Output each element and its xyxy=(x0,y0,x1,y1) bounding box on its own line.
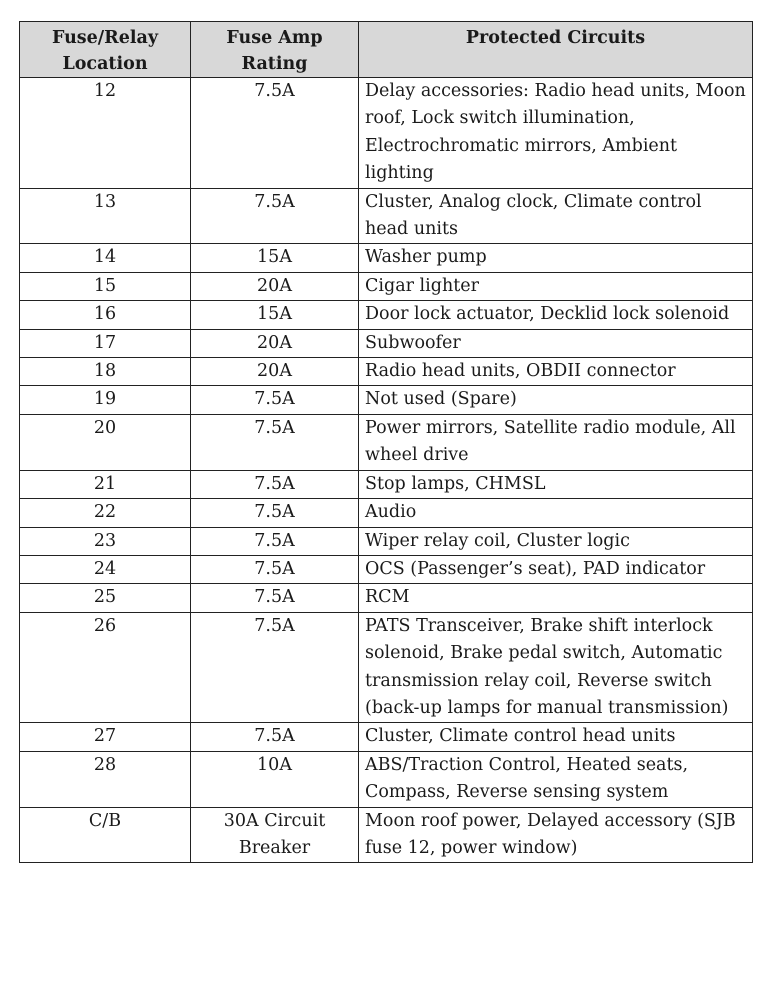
protected-circuits-cell: PATS Transceiver, Brake shift interlock solenoid, Brake pedal switch, Automatic transmission relay coil, Reverse switch (back-up lamps for manual transmission) xyxy=(359,612,753,723)
protected-circuits-cell: Power mirrors, Satellite radio module, All wheel drive xyxy=(359,414,753,470)
amp-rating-cell: 7.5A xyxy=(191,527,359,555)
fuse-location-cell: 27 xyxy=(20,723,191,751)
protected-circuits-cell: RCM xyxy=(359,584,753,612)
header-location xyxy=(20,22,191,78)
table-row xyxy=(20,244,753,272)
table-row xyxy=(20,414,753,470)
table-row xyxy=(20,272,753,300)
fuse-location-cell: 22 xyxy=(20,499,191,527)
table-row xyxy=(20,188,753,244)
fuse-location-cell: 17 xyxy=(20,329,191,357)
table-row xyxy=(20,386,753,414)
fuse-location-cell: 13 xyxy=(20,188,191,244)
amp-rating-cell: 7.5A xyxy=(191,78,359,189)
protected-circuits-cell: Delay accessories: Radio head units, Moon roof, Lock switch illumination, Electrochromatic mirrors, Ambient lighting xyxy=(359,78,753,189)
fuse-location-cell: 14 xyxy=(20,244,191,272)
table-row xyxy=(20,807,753,863)
protected-circuits-cell: OCS (Passenger’s seat), PAD indicator xyxy=(359,555,753,583)
amp-rating-cell: 7.5A xyxy=(191,584,359,612)
amp-rating-cell: 7.5A xyxy=(191,723,359,751)
header-rating-label: Fuse Amp Rating xyxy=(226,28,323,74)
fuse-location-cell: 25 xyxy=(20,584,191,612)
fuse-location-cell: C/B xyxy=(20,807,191,863)
amp-rating-cell: 15A xyxy=(191,244,359,272)
table-row xyxy=(20,78,753,189)
table-body xyxy=(20,78,753,863)
amp-rating-cell: 30A Circuit Breaker xyxy=(191,807,359,863)
protected-circuits-cell: Radio head units, OBDII connector xyxy=(359,358,753,386)
table-row xyxy=(20,329,753,357)
protected-circuits-cell: Stop lamps, CHMSL xyxy=(359,470,753,498)
table-row xyxy=(20,555,753,583)
amp-rating-cell: 10A xyxy=(191,751,359,807)
amp-rating-cell: 20A xyxy=(191,329,359,357)
amp-rating-cell: 20A xyxy=(191,272,359,300)
fuse-location-cell: 20 xyxy=(20,414,191,470)
table-row xyxy=(20,584,753,612)
table-row xyxy=(20,612,753,723)
protected-circuits-cell: Door lock actuator, Decklid lock solenoid xyxy=(359,301,753,329)
fuse-relay-table xyxy=(19,21,753,863)
amp-rating-cell: 15A xyxy=(191,301,359,329)
amp-rating-cell: 7.5A xyxy=(191,470,359,498)
protected-circuits-cell: Audio xyxy=(359,499,753,527)
table-row xyxy=(20,358,753,386)
amp-rating-cell: 7.5A xyxy=(191,555,359,583)
fuse-location-cell: 19 xyxy=(20,386,191,414)
table-row xyxy=(20,527,753,555)
fuse-location-cell: 16 xyxy=(20,301,191,329)
fuse-location-cell: 18 xyxy=(20,358,191,386)
table-header xyxy=(20,22,753,78)
fuse-location-cell: 26 xyxy=(20,612,191,723)
fuse-location-cell: 12 xyxy=(20,78,191,189)
protected-circuits-cell: Cluster, Climate control head units xyxy=(359,723,753,751)
table-row xyxy=(20,751,753,807)
header-circuits-label: Protected Circuits xyxy=(465,28,646,48)
amp-rating-cell: 7.5A xyxy=(191,414,359,470)
protected-circuits-cell: Wiper relay coil, Cluster logic xyxy=(359,527,753,555)
fuse-location-cell: 24 xyxy=(20,555,191,583)
table-row xyxy=(20,499,753,527)
table-row xyxy=(20,470,753,498)
protected-circuits-cell: Cluster, Analog clock, Climate control head units xyxy=(359,188,753,244)
amp-rating-cell: 20A xyxy=(191,358,359,386)
fuse-location-cell: 28 xyxy=(20,751,191,807)
amp-rating-cell: 7.5A xyxy=(191,499,359,527)
table-row xyxy=(20,723,753,751)
header-rating xyxy=(191,22,359,78)
protected-circuits-cell: Washer pump xyxy=(359,244,753,272)
amp-rating-cell: 7.5A xyxy=(191,188,359,244)
header-location-label: Fuse/Relay Location xyxy=(51,28,159,74)
protected-circuits-cell: Not used (Spare) xyxy=(359,386,753,414)
table-row xyxy=(20,301,753,329)
header-row xyxy=(20,22,753,78)
protected-circuits-cell: Cigar lighter xyxy=(359,272,753,300)
amp-rating-cell: 7.5A xyxy=(191,386,359,414)
protected-circuits-cell: ABS/Traction Control, Heated seats, Compass, Reverse sensing system xyxy=(359,751,753,807)
amp-rating-cell: 7.5A xyxy=(191,612,359,723)
header-circuits xyxy=(359,22,753,78)
fuse-location-cell: 23 xyxy=(20,527,191,555)
protected-circuits-cell: Subwoofer xyxy=(359,329,753,357)
protected-circuits-cell: Moon roof power, Delayed accessory (SJB fuse 12, power window) xyxy=(359,807,753,863)
fuse-location-cell: 21 xyxy=(20,470,191,498)
fuse-location-cell: 15 xyxy=(20,272,191,300)
